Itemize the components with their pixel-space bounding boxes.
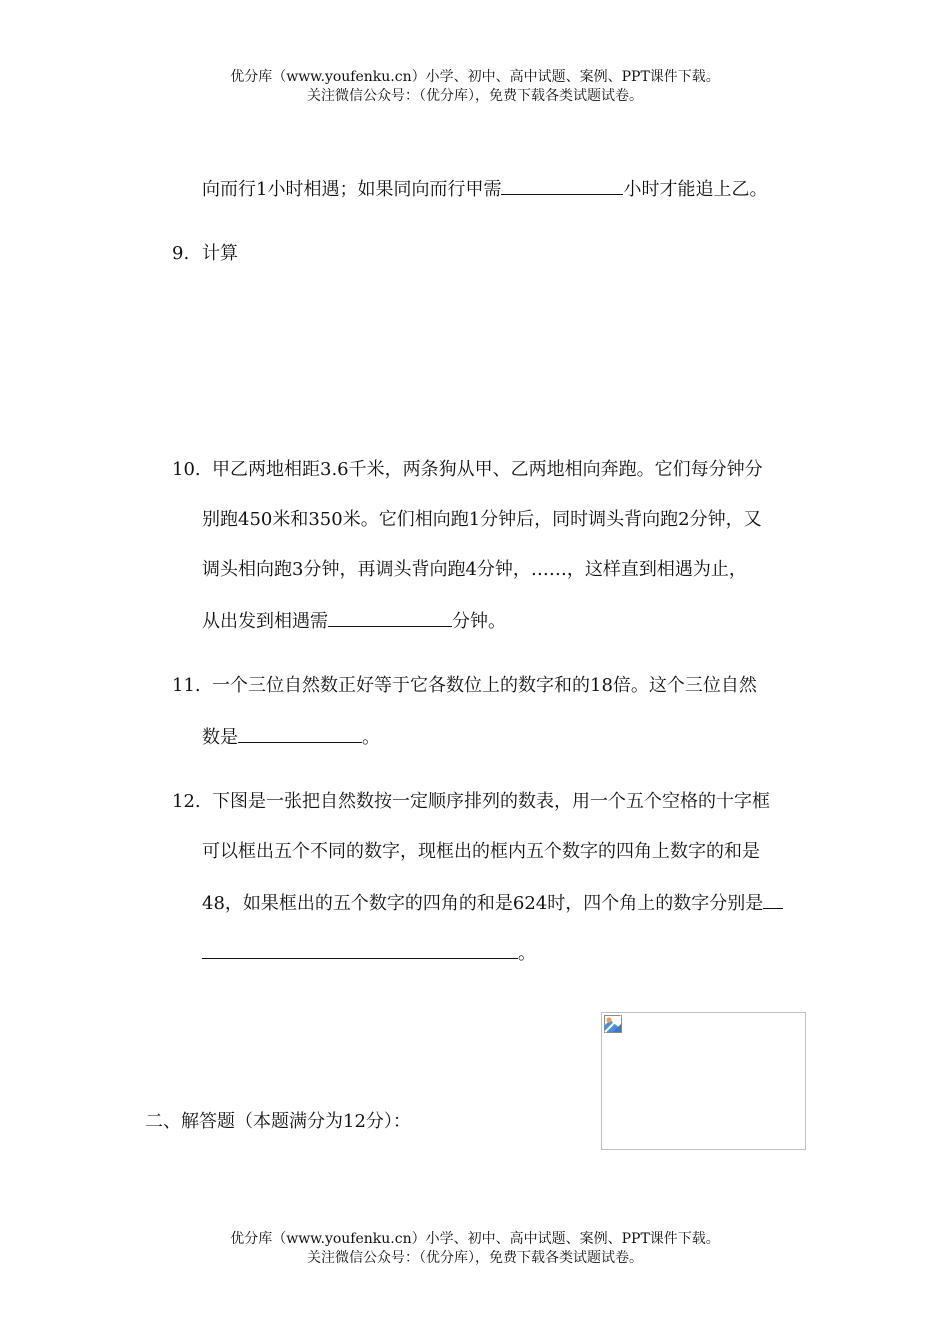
q12-line-4 xyxy=(202,940,536,966)
q10-answer-blank[interactable] xyxy=(328,608,452,627)
q10-line-1 xyxy=(172,458,763,482)
q12-text-4b: 。 xyxy=(518,943,536,964)
footer-line-2: 关注微信公众号：（优分库），免费下载各类试题试卷。 xyxy=(307,1250,643,1266)
q12-text-3: 48，如果框出的五个数字的四角的和是624时，四个角上的数字分别是 xyxy=(202,893,764,914)
q11-text-2b: 。 xyxy=(362,727,380,748)
q11-line-2 xyxy=(202,724,380,750)
q12-line-1 xyxy=(172,790,770,814)
q8-answer-blank[interactable] xyxy=(501,176,623,195)
q12-line-3 xyxy=(202,890,783,916)
header-line-2: 关注微信公众号：（优分库），免费下载各类试题试卷。 xyxy=(307,88,643,104)
q10-number: 10. xyxy=(172,459,201,480)
q12-line-2: 可以框出五个不同的数字，现框出的框内五个数字的四角上数字的和是 xyxy=(202,841,760,862)
footer-line-1: 优分库（www.youfenku.cn）小学、初中、高中试题、案例、PPT课件下载。 xyxy=(230,1231,720,1247)
header-line-1: 优分库（www.youfenku.cn）小学、初中、高中试题、案例、PPT课件下载。 xyxy=(230,69,720,85)
q12-answer-blank[interactable] xyxy=(202,940,518,959)
q10-text-4b: 分钟。 xyxy=(452,611,506,632)
q9-number: 9. xyxy=(172,243,190,264)
q11-number: 11. xyxy=(172,675,201,696)
q11-answer-blank[interactable] xyxy=(238,724,362,743)
q9-text: 计算 xyxy=(202,243,238,264)
q8-text-a: 向而行1小时相遇；如果同向而行甲需 xyxy=(202,179,502,200)
q12-answer-blank-start[interactable] xyxy=(763,890,783,909)
q12-number: 12. xyxy=(172,791,201,812)
q11-line-1 xyxy=(172,674,757,698)
q8-continuation xyxy=(202,176,767,202)
q10-line-3: 调头相向跑3分钟，再调头背向跑4分钟，……，这样直到相遇为止， xyxy=(202,559,747,580)
section-2-title: 二、解答题（本题满分为12分）： xyxy=(145,1111,411,1132)
q12-text-1: 下图是一张把自然数按一定顺序排列的数表，用一个五个空格的十字框 xyxy=(212,791,770,812)
q9-line xyxy=(172,242,238,266)
number-table-image-placeholder xyxy=(601,1012,806,1150)
q10-text-1: 甲乙两地相距3.6千米，两条狗从甲、乙两地相向奔跑。它们每分钟分 xyxy=(212,459,763,480)
q10-line-2: 别跑450米和350米。它们相向跑1分钟后，同时调头背向跑2分钟，又 xyxy=(202,509,762,530)
broken-image-icon xyxy=(604,1015,622,1033)
q10-line-4 xyxy=(202,608,506,634)
q10-text-4a: 从出发到相遇需 xyxy=(202,611,328,632)
q8-text-b: 小时才能追上乙。 xyxy=(623,179,768,200)
q11-text-1: 一个三位自然数正好等于它各数位上的数字和的18倍。这个三位自然 xyxy=(212,675,757,696)
q11-text-2a: 数是 xyxy=(202,727,238,748)
